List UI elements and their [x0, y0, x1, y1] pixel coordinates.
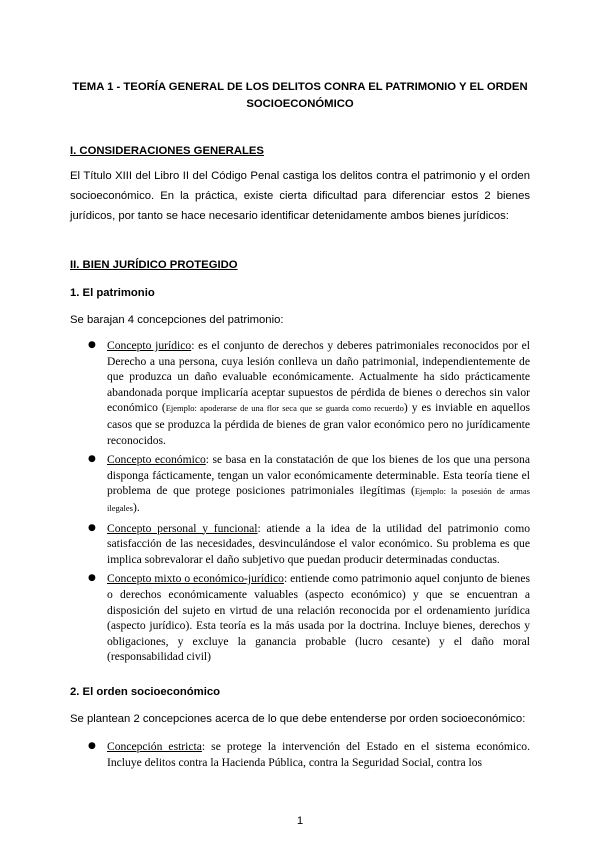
- concept-text: : se basa en la constatación de que los bienes de los que una persona disponga fácticamente, tengan un valor económicamente determinable. Esta teoría tiene el problema de que protege posiciones patrimoniales ilegítimas (: [107, 453, 530, 498]
- concept-text: : se protege la intervención del Estado en el sistema económico. Incluye delitos contra la Hacienda Pública, contra la Seguridad Social, contra los: [107, 740, 530, 769]
- subsection-heading-patrimony: 1. El patrimonio: [70, 287, 155, 299]
- section-heading-legal-good: II. BIEN JURÍDICO PROTEGIDO: [70, 259, 238, 271]
- concept-text: : es el conjunto de derechos y deberes patrimoniales reconocidos por el Derecho a una persona, cuya lesión conlleva un daño patrimonial, independientemente de que produzca un daño evaluable económicamente. Actualmente ha sido prácticamente abandonada porque implicaría aceptar supuestos de pérdida de bienes o derechos sin valor económico (: [107, 339, 530, 415]
- patrimony-intro: Se barajan 4 concepciones del patrimonio:: [70, 314, 284, 326]
- concept-term: Concepción estricta: [107, 740, 202, 753]
- bullet-icon: ●: [88, 454, 96, 465]
- list-item: [70, 739, 530, 770]
- concept-term: Concepto personal y funcional: [107, 521, 258, 535]
- socioeconomic-intro: Se plantean 2 concepciones acerca de lo que debe entenderse por orden socioeconómico:: [70, 713, 526, 725]
- concept-term: Concepto mixto o económico-jurídico: [107, 572, 284, 586]
- section-heading-considerations: I. CONSIDERACIONES GENERALES: [70, 145, 264, 157]
- concept-example: Ejemplo: la posesión de armas ilegales: [107, 486, 530, 513]
- page-number: 1: [296, 815, 304, 827]
- subsection-heading-socioeconomic-order: 2. El orden socioeconómico: [70, 686, 221, 698]
- concept-tail: ).: [132, 500, 140, 514]
- list-item: [70, 452, 530, 516]
- list-item: [70, 571, 530, 665]
- concept-tail: ) y es inviable en aquellos casos que se produzca la pérdida de bienes de gran valor económico pero no jurídicamente reconocidos.: [107, 401, 531, 447]
- socioeconomic-concepts-list: [70, 739, 530, 774]
- bullet-icon: ●: [88, 340, 96, 350]
- patrimony-concepts-list: [70, 338, 530, 669]
- bullet-icon: ●: [88, 573, 96, 584]
- concept-text: : entiende como patrimonio aquel conjunto de bienes o derechos económicamente valuables (aspecto económico) y que se encuentran a disposición del sujeto en virtud de una relación reconocida por el ordenamiento jurídica (aspecto jurídico). Esta teoría es la más usada por la doctrina. Incluye bienes, derechos y obligaciones, y excluye la ganancia probable (lucro cesante) y el daño moral (responsabilidad civil): [107, 572, 531, 664]
- document-title: TEMA 1 - TEORÍA GENERAL DE LOS DELITOS CONRA EL PATRIMONIO Y EL ORDEN SOCIOECONÓMICO: [72, 81, 528, 110]
- section-considerations-text: El Título XIII del Libro II del Código Penal castiga los delitos contra el patrimonio y el orden socioeconómico. En la práctica, existe cierta dificultad para diferenciar estos 2 bienes jurídicos, por tanto se hace necesario identificar detenidamente ambos bienes jurídicos:: [70, 170, 530, 222]
- concept-term: Concepto económico: [107, 453, 206, 467]
- bullet-icon: ●: [88, 741, 96, 751]
- concept-term: Concepto jurídico: [107, 339, 192, 352]
- list-item: [70, 521, 530, 568]
- concept-text: : atiende a la idea de la utilidad del patrimonio como satisfacción de las necesidades, desvinculándose el valor económico. Su problema es que implica sobrevalorar el daño subjetivo que puedan producir determinadas conductas.: [107, 521, 531, 566]
- concept-example: Ejemplo: apoderarse de una flor seca que se guarda como recuerdo: [165, 403, 404, 414]
- list-item: [70, 338, 530, 448]
- bullet-icon: ●: [88, 522, 96, 533]
